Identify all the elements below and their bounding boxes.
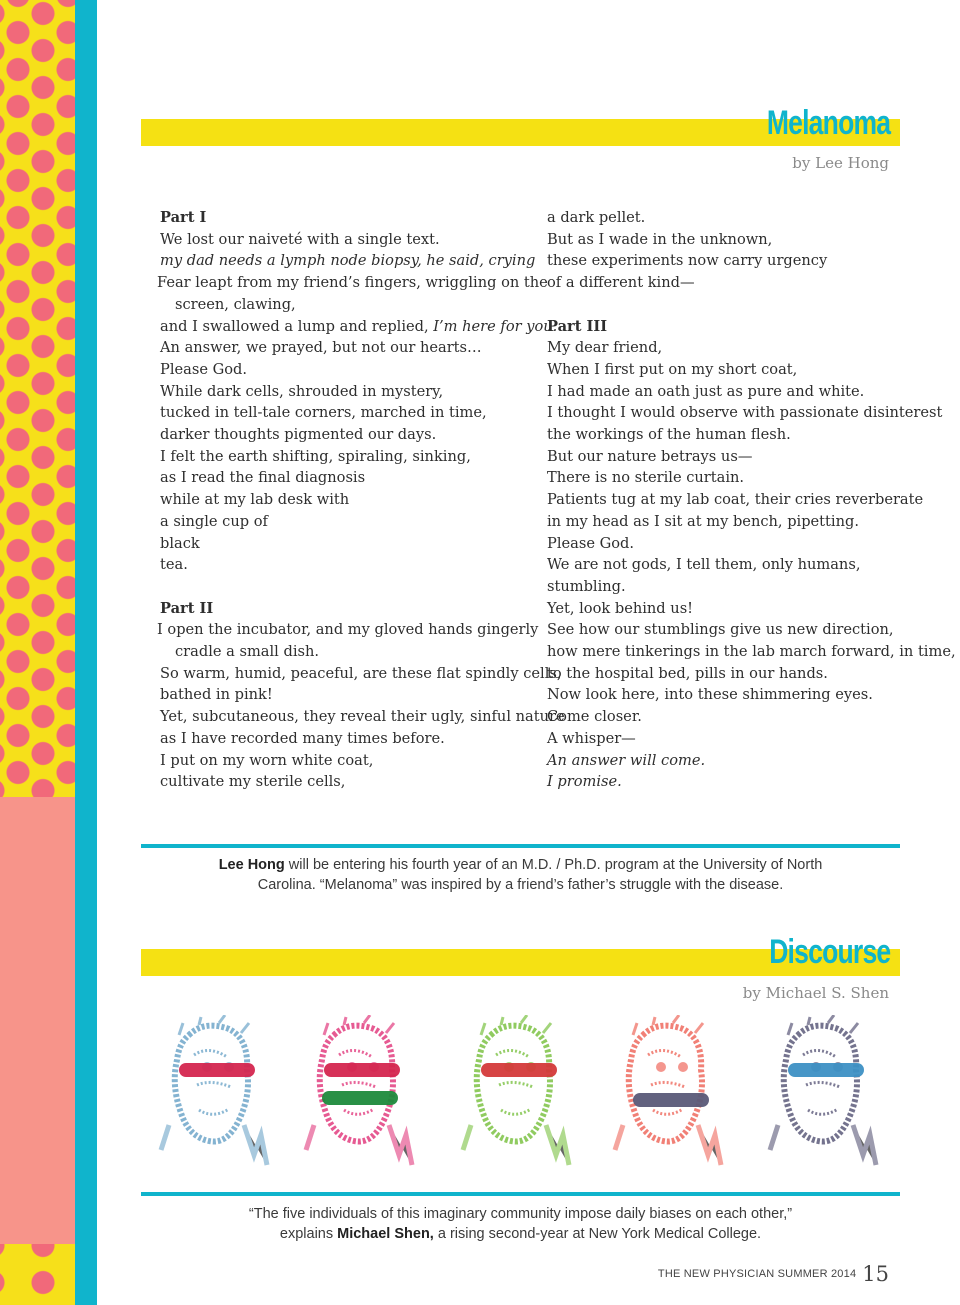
poem-line: of a different kind—: [547, 274, 695, 292]
poem-line: [547, 294, 907, 316]
magazine-issue: THE NEW PHYSICIAN SUMMER 2014: [657, 1268, 857, 1280]
poem-line: Yet, look behind us!: [547, 599, 694, 617]
page-footer: [658, 1262, 889, 1286]
caption-line-1: “The five individuals of this imaginary community impose daily biases on each other,”: [248, 1206, 793, 1222]
poem-line: tucked in tell-tale corners, marched in time,: [160, 404, 487, 422]
poem-line: stumbling.: [547, 577, 626, 595]
poem-line: Fear leapt from my friend’s fingers, wriggling on the: [157, 274, 548, 292]
poem-line: my dad needs a lymph node biopsy, he said, crying: [160, 252, 536, 270]
polka-dot-border-bottom: [0, 1244, 75, 1305]
poem-line: So warm, humid, peaceful, are these flat spindly cells,: [160, 664, 562, 682]
discourse-title: Discourse: [768, 933, 890, 971]
poem-line: We are not gods, I tell them, only humans,: [547, 556, 861, 574]
poem-line: I open the incubator, and my gloved hands gingerly: [157, 621, 539, 639]
artist-name: Michael Shen,: [337, 1226, 434, 1242]
poem-line: to the hospital bed, pills in our hands.: [547, 664, 828, 682]
poem-line: [160, 576, 530, 598]
poem-line: My dear friend,: [547, 339, 663, 357]
poem-line: how mere tinkerings in the lab march forward, in time,: [547, 643, 956, 661]
poem-line: darker thoughts pigmented our days.: [160, 426, 437, 444]
discourse-byline: by Michael S. Shen: [742, 984, 889, 1002]
bio-rule: [141, 844, 900, 848]
poem-line: While dark cells, shrouded in mystery,: [160, 382, 444, 400]
poem-line: while at my lab desk with: [160, 491, 350, 509]
poem-line: I promise.: [547, 773, 622, 791]
poem-line: a dark pellet.: [547, 209, 646, 226]
poem-right-column: [547, 207, 956, 793]
poem-line: I had made an oath just as pure and white.: [547, 382, 865, 400]
salmon-border-block: [0, 797, 75, 1244]
caption-prefix: explains: [279, 1226, 338, 1242]
discourse-caption: [141, 1204, 900, 1244]
poem-line: When I first put on my short coat,: [547, 360, 798, 378]
poem-line: An answer will come.: [547, 751, 706, 769]
poem-line: A whisper—: [547, 729, 636, 747]
poem-line: and I swallowed a lump and replied, I’m here for you.: [160, 317, 558, 335]
poem-line: tea.: [160, 556, 188, 574]
polka-dot-border: [0, 0, 75, 797]
poem-line: as I read the final diagnosis: [160, 469, 366, 487]
face-print: [294, 1015, 424, 1180]
poem-line: bathed in pink!: [160, 686, 273, 704]
poem-line: in my head as I sit at my bench, pipetting.: [547, 512, 859, 530]
poem-line: I felt the earth shifting, spiraling, sinking,: [160, 447, 471, 465]
poem-line: Come closer.: [547, 708, 642, 726]
page-number: 15: [862, 1262, 889, 1286]
blue-border-stripe: [75, 0, 97, 1305]
poem-line: the workings of the human flesh.: [547, 426, 791, 444]
poem-line: There is no sterile curtain.: [547, 469, 745, 487]
poem-line: Patients tug at my lab coat, their cries reverberate: [547, 491, 924, 509]
poem-line: Please God.: [547, 534, 635, 552]
melanoma-byline: by Lee Hong: [792, 154, 889, 172]
poem-line: But our nature betrays us—: [547, 447, 753, 465]
poem-line: Please God.: [160, 360, 248, 378]
discourse-artwork: [141, 1015, 900, 1180]
caption-suffix: a rising second-year at New York Medical College.: [433, 1226, 762, 1242]
poem-line: Part I: [160, 209, 207, 226]
poem-line: cultivate my sterile cells,: [160, 773, 346, 791]
poem-line: But as I wade in the unknown,: [547, 230, 773, 248]
poem-line: black: [160, 534, 200, 552]
poem-line: a single cup of: [160, 512, 268, 530]
face-print: [603, 1015, 733, 1180]
poem-left-column: [157, 207, 565, 793]
poem-line: these experiments now carry urgency: [547, 252, 828, 270]
poem-line: I thought I would observe with passionate disinterest: [547, 404, 943, 422]
author-bio: [141, 855, 900, 895]
face-print: [758, 1015, 888, 1180]
poem-line: cradle a small dish.: [175, 643, 320, 661]
poem-line: Yet, subcutaneous, they reveal their ugly, sinful nature: [160, 708, 565, 726]
poem-line: I put on my worn white coat,: [160, 751, 374, 769]
poem-line: An answer, we prayed, but not our hearts…: [160, 339, 482, 357]
melanoma-title: Melanoma: [766, 104, 890, 142]
face-print: [149, 1015, 279, 1180]
poem-line: Part II: [160, 599, 214, 617]
caption-rule: [141, 1192, 900, 1196]
author-name: Lee Hong: [218, 857, 285, 873]
face-print: [451, 1015, 581, 1180]
bio-line-2: Carolina. “Melanoma” was inspired by a friend’s father’s struggle with the disease.: [257, 877, 784, 893]
poem-line: Part III: [547, 317, 608, 335]
poem-line: as I have recorded many times before.: [160, 729, 445, 747]
poem-line: screen, clawing,: [175, 295, 296, 313]
poem-line: Now look here, into these shimmering eyes.: [547, 686, 873, 704]
bio-line-1: will be entering his fourth year of an M.D. / Ph.D. program at the University of North: [284, 857, 823, 873]
poem-line: We lost our naiveté with a single text.: [160, 230, 440, 248]
poem-line: See how our stumblings give us new direction,: [547, 621, 894, 639]
